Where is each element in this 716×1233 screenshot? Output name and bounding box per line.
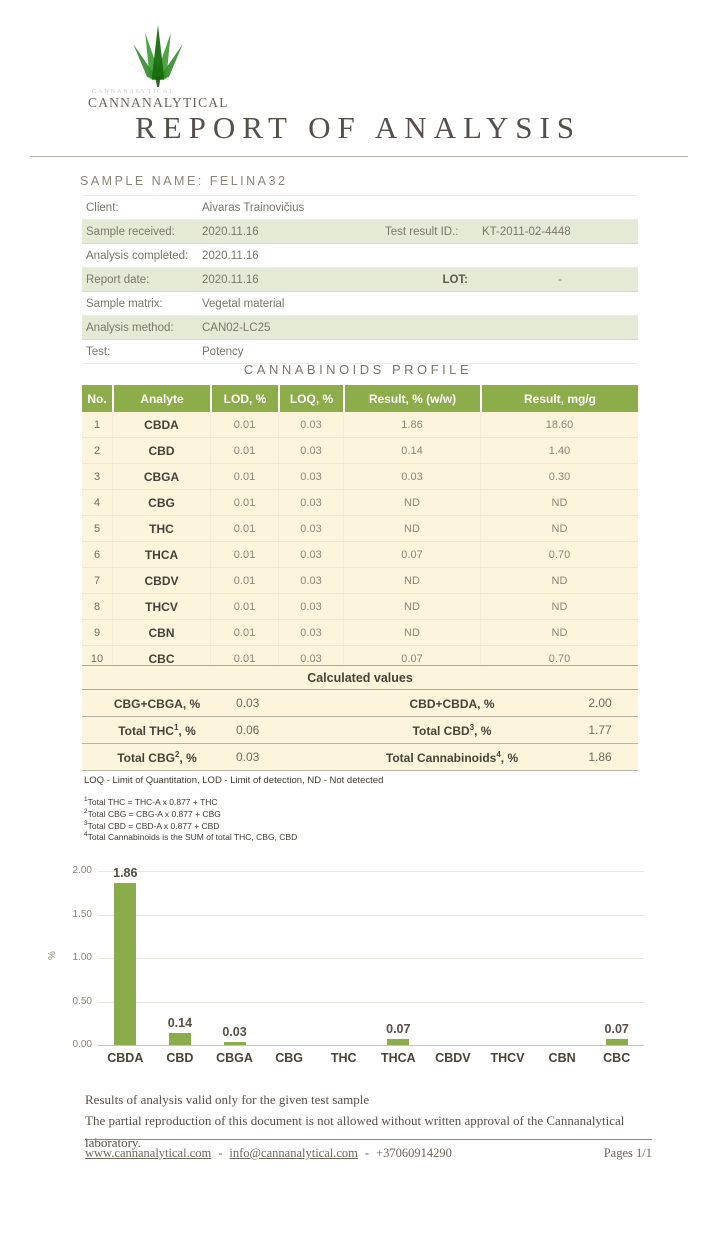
calc-value-left: 0.03 xyxy=(236,750,260,764)
result-pct-cell: 0.14 xyxy=(343,438,480,463)
no-cell: 4 xyxy=(93,496,101,509)
table-row xyxy=(82,490,638,516)
analyte-cell: CBG xyxy=(112,490,210,515)
y-tick-label: 0.00 xyxy=(72,1039,92,1050)
analyte-cell: CBC xyxy=(112,646,210,671)
brand-name: CANNANALYTICAL xyxy=(88,95,229,110)
x-axis-label: CBG xyxy=(275,1051,303,1065)
column-header: Result, mg/g xyxy=(480,385,638,412)
y-tick-label: 0.50 xyxy=(72,995,92,1007)
loq-cell: 0.03 xyxy=(278,464,343,489)
table-row xyxy=(82,620,638,646)
result-pct-cell: 0.07 xyxy=(343,646,480,671)
analyte-cell: THC xyxy=(112,516,210,541)
info-value: 2020.11.16 xyxy=(202,249,259,262)
info-label-secondary: Test result ID.: xyxy=(385,225,459,238)
no-cell: 5 xyxy=(93,522,101,535)
result-mg-cell: ND xyxy=(480,594,638,619)
x-axis-label: CBDV xyxy=(435,1051,471,1065)
abbreviations-note: LOQ - Limit of Quantitation, LOD - Limit of detection, ND - Not detected xyxy=(84,775,384,786)
footer-separator: - xyxy=(364,1146,370,1160)
result-mg-cell: 0.70 xyxy=(480,646,638,671)
no-cell: 2 xyxy=(93,444,101,457)
bar-value-label: 0.07 xyxy=(386,1021,411,1036)
result-pct-cell: 1.86 xyxy=(343,412,480,437)
title-divider xyxy=(30,156,688,157)
calc-label-right: Total Cannabinoids$^4$, % xyxy=(385,749,519,765)
calc-value-right: 2.00 xyxy=(588,696,612,710)
info-value: 2020.11.16 xyxy=(202,225,259,238)
phone-number: +37060914290 xyxy=(376,1146,452,1160)
loq-cell: 0.03 xyxy=(278,542,343,567)
analyte-cell: CBD xyxy=(112,438,210,463)
table-row xyxy=(82,438,638,464)
x-axis-label: THCA xyxy=(380,1051,416,1065)
calculated-row xyxy=(82,717,638,744)
info-row xyxy=(82,220,638,244)
gridline xyxy=(98,871,644,872)
calculated-values-body xyxy=(82,690,638,771)
info-value: 2020.11.16 xyxy=(202,273,259,286)
formula-line: $^2$Total CBG = CBG-A x 0.877 + CBG xyxy=(84,807,221,819)
loq-cell: 0.03 xyxy=(278,516,343,541)
column-header: LOQ, % xyxy=(278,385,343,412)
loq-cell: 0.03 xyxy=(278,594,343,619)
calc-value-left: 0.06 xyxy=(236,723,260,737)
info-value: Aivaras Trainovičius xyxy=(202,201,305,214)
formula-line: $^1$Total THC = THC-A x 0.877 + THC xyxy=(84,796,218,807)
result-pct-cell: ND xyxy=(343,620,480,645)
column-header: Result, % (w/w) xyxy=(343,385,480,412)
cannabinoids-table-header xyxy=(82,385,638,412)
lod-cell: 0.01 xyxy=(210,464,278,489)
calc-label-left: Total THC$^1$, % xyxy=(118,722,196,738)
disclaimer xyxy=(85,1089,665,1153)
x-axis-label: CBGA xyxy=(216,1051,253,1065)
cannabinoids-table xyxy=(82,385,638,672)
analyte-cell: CBGA xyxy=(112,464,210,489)
loq-cell: 0.03 xyxy=(278,438,343,463)
bar xyxy=(224,1042,246,1045)
column-header: No. xyxy=(87,391,107,406)
bar-value-label: 0.07 xyxy=(604,1021,629,1036)
loq-cell: 0.03 xyxy=(278,568,343,593)
info-row xyxy=(82,340,638,364)
x-axis-label: THCV xyxy=(490,1051,525,1065)
gridline xyxy=(98,958,644,959)
lod-cell: 0.01 xyxy=(210,438,278,463)
result-mg-cell: 0.30 xyxy=(480,464,638,489)
info-row xyxy=(82,268,638,292)
x-axis-label: THC xyxy=(330,1051,357,1065)
calc-label-left: CBG+CBGA, % xyxy=(113,696,201,711)
y-tick-label: 2.00 xyxy=(72,865,92,876)
no-cell: 6 xyxy=(93,548,101,561)
table-row xyxy=(82,542,638,568)
y-tick-label: 1.50 xyxy=(72,908,92,920)
info-row xyxy=(82,316,638,340)
info-value-secondary: - xyxy=(558,273,562,286)
table-row xyxy=(82,516,638,542)
analyte-cell: CBDV xyxy=(112,568,210,593)
calculated-values-section xyxy=(82,665,638,771)
brand-logo xyxy=(88,24,238,111)
lod-cell: 0.01 xyxy=(210,594,278,619)
gridline xyxy=(98,1045,644,1046)
calc-value-right: 1.77 xyxy=(588,723,612,737)
bar xyxy=(114,883,136,1045)
info-label: Client: xyxy=(86,201,119,214)
no-cell: 9 xyxy=(93,626,101,639)
footer-separator: - xyxy=(218,1146,223,1160)
result-mg-cell: ND xyxy=(480,490,638,515)
info-value-secondary: KT-2011-02-4448 xyxy=(482,225,571,238)
formula-line: $^4$Total Cannabinoids is the SUM of total THC, CBG, CBD xyxy=(84,831,298,843)
gridline xyxy=(98,1002,644,1003)
result-pct-cell: ND xyxy=(343,516,480,541)
bar xyxy=(387,1039,409,1045)
x-axis-label: CBD xyxy=(166,1051,194,1065)
table-row xyxy=(82,568,638,594)
footer-divider xyxy=(85,1139,652,1140)
sample-name: SAMPLE NAME: FELINA32 xyxy=(80,174,288,188)
y-axis-label: % xyxy=(46,951,58,960)
bar xyxy=(606,1039,628,1045)
calc-label-left: Total CBG$^2$, % xyxy=(117,749,197,765)
info-row xyxy=(82,292,638,316)
result-pct-cell: 0.03 xyxy=(343,464,480,489)
info-label: Test: xyxy=(86,345,111,358)
info-value: Potency xyxy=(202,345,244,358)
result-mg-cell: 18.60 xyxy=(480,412,638,437)
analyte-cell: THCV xyxy=(112,594,210,619)
result-mg-cell: 1.40 xyxy=(480,438,638,463)
calculated-row xyxy=(82,690,638,717)
formula-notes xyxy=(84,795,383,842)
disclaimer-line-2: The partial reproduction of this document is not allowed without written approval of the Cannanalytical laboratory. xyxy=(85,1113,625,1150)
lod-cell: 0.01 xyxy=(210,412,278,437)
loq-cell: 0.03 xyxy=(278,490,343,515)
bar-chart xyxy=(46,858,666,1080)
info-label: Report date: xyxy=(86,273,150,286)
info-label-secondary: LOT: xyxy=(442,273,468,286)
result-mg-cell: 0.70 xyxy=(480,542,638,567)
info-label: Analysis method: xyxy=(86,321,174,334)
result-pct-cell: ND xyxy=(343,490,480,515)
no-cell: 8 xyxy=(93,600,101,613)
column-header: Analyte xyxy=(112,385,210,412)
loq-cell: 0.03 xyxy=(278,646,343,671)
no-cell: 7 xyxy=(93,574,101,587)
bar xyxy=(169,1033,191,1045)
disclaimer-line-1: Results of analysis valid only for the given test sample xyxy=(85,1092,370,1107)
x-axis-label: CBDA xyxy=(107,1051,144,1065)
analyte-cell: THCA xyxy=(112,542,210,567)
result-mg-cell: ND xyxy=(480,568,638,593)
website-link[interactable]: www.cannanalytical.com xyxy=(85,1146,212,1160)
footer xyxy=(85,1146,652,1161)
no-cell: 10 xyxy=(90,652,104,665)
footnotes xyxy=(84,775,383,842)
gridline xyxy=(98,915,644,916)
analyte-cell: CBDA xyxy=(112,412,210,437)
cannabis-leaf-icon xyxy=(118,24,198,88)
lod-cell: 0.01 xyxy=(210,568,278,593)
result-pct-cell: 0.07 xyxy=(343,542,480,567)
bar-value-label: 0.14 xyxy=(167,1015,193,1030)
loq-cell: 0.03 xyxy=(278,412,343,437)
info-label: Analysis completed: xyxy=(86,249,189,262)
info-label: Sample matrix: xyxy=(86,297,163,310)
calc-value-left: 0.03 xyxy=(236,696,260,710)
column-header: LOD, % xyxy=(210,385,278,412)
loq-cell: 0.03 xyxy=(278,620,343,645)
table-row xyxy=(82,594,638,620)
lod-cell: 0.01 xyxy=(210,542,278,567)
profile-heading: CANNABINOIDS PROFILE xyxy=(243,362,473,377)
no-cell: 1 xyxy=(93,418,101,431)
table-row xyxy=(82,412,638,438)
x-axis-label: CBC xyxy=(603,1051,631,1065)
pages-indicator: Pages 1/1 xyxy=(603,1146,652,1160)
analyte-cell: CBN xyxy=(112,620,210,645)
info-value: CAN02-LC25 xyxy=(202,321,271,334)
formula-line: $^3$Total CBD = CBD-A x 0.877 + CBD xyxy=(84,819,220,831)
y-tick-label: 1.00 xyxy=(72,952,92,963)
cannabinoids-table-body xyxy=(82,412,638,672)
calculated-row xyxy=(82,744,638,771)
info-value: Vegetal material xyxy=(202,297,285,310)
calc-label-right: Total CBD$^3$, % xyxy=(412,722,492,738)
lod-cell: 0.01 xyxy=(210,620,278,645)
result-pct-cell: ND xyxy=(343,568,480,593)
lod-cell: 0.01 xyxy=(210,516,278,541)
sample-info-table xyxy=(82,195,638,364)
info-row xyxy=(82,195,638,220)
no-cell: 3 xyxy=(93,470,101,483)
lod-cell: 0.01 xyxy=(210,490,278,515)
calc-label-right: CBD+CBDA, % xyxy=(409,696,495,711)
result-pct-cell: ND xyxy=(343,594,480,619)
lod-cell: 0.01 xyxy=(210,646,278,671)
result-mg-cell: ND xyxy=(480,516,638,541)
email-link[interactable]: info@cannanalytical.com xyxy=(229,1146,358,1160)
x-axis-label: CBN xyxy=(548,1051,576,1065)
table-row xyxy=(82,464,638,490)
bar-value-label: 1.86 xyxy=(113,866,138,881)
result-mg-cell: ND xyxy=(480,620,638,645)
brand-name-shadow: CANNANALYTICAL xyxy=(92,89,176,95)
bar-value-label: 0.03 xyxy=(222,1025,247,1040)
info-label: Sample received: xyxy=(86,225,175,238)
page-title: REPORT OF ANALYSIS xyxy=(134,110,582,145)
calculated-values-heading: Calculated values xyxy=(82,665,638,690)
info-row xyxy=(82,244,638,268)
calc-value-right: 1.86 xyxy=(588,750,612,764)
